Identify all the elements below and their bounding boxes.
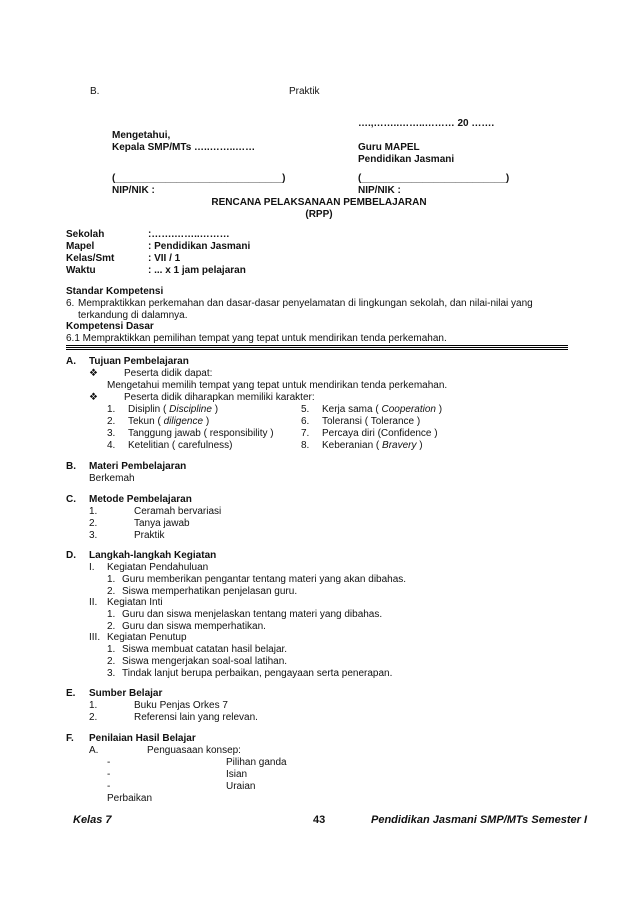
- step-item: Siswa memperhatikan penjelasan guru.: [122, 586, 298, 597]
- mengetahui-label: Mengetahui,: [112, 130, 171, 141]
- info-label-mapel: Mapel: [66, 241, 95, 252]
- signature-blank-left: (______________________________): [112, 173, 286, 184]
- step-num: 1.: [107, 644, 116, 655]
- section-d-letter: D.: [66, 550, 76, 561]
- roman-num: II.: [89, 597, 98, 608]
- char-item: Kerja sama ( Cooperation ): [322, 404, 443, 415]
- standar-line-2: terkandung di dalamnya.: [78, 310, 188, 321]
- a-goal: Mengetahui memilih tempat yang tepat untuk mendirikan tenda perkemahan.: [107, 380, 448, 391]
- info-label-waktu: Waktu: [66, 265, 96, 276]
- roman-num: I.: [89, 562, 95, 573]
- section-c-title: Metode Pembelajaran: [89, 494, 192, 505]
- section-e-letter: E.: [66, 688, 76, 699]
- nip-left: NIP/NIK :: [112, 185, 155, 196]
- page-number: 43: [313, 814, 326, 826]
- standar-line-1: Mempraktikkan perkemahan dan dasar-dasar penyelamatan di lingkungan sekolah, dan nilai-nilai yang: [78, 298, 533, 309]
- info-label-kelas: Kelas/Smt: [66, 253, 115, 264]
- praktik-label: Praktik: [289, 86, 320, 97]
- diamond-bullet-icon: ❖: [89, 368, 98, 379]
- kd-heading: Kompetensi Dasar: [66, 321, 154, 332]
- assessment-item: Isian: [226, 769, 248, 780]
- kegiatan-title: Kegiatan Penutup: [107, 632, 187, 643]
- section-divider: [66, 347, 568, 350]
- char-num: 7.: [301, 428, 310, 439]
- section-a-letter: A.: [66, 356, 76, 367]
- step-item: Guru dan siswa menjelaskan tentang materi yang dibahas.: [122, 609, 383, 620]
- roman-num: III.: [89, 632, 101, 643]
- step-num: 1.: [107, 574, 116, 585]
- kd-underline: [66, 345, 568, 346]
- source-item: Buku Penjas Orkes 7: [134, 700, 228, 711]
- diamond-bullet-icon: ❖: [89, 392, 98, 403]
- nip-right: NIP/NIK :: [358, 185, 401, 196]
- kegiatan-title: Kegiatan Pendahuluan: [107, 562, 209, 573]
- step-num: 2.: [107, 656, 116, 667]
- step-item: Guru dan siswa memperhatikan.: [122, 621, 266, 632]
- step-item: Siswa mengerjakan soal-soal latihan.: [122, 656, 288, 667]
- pendidikan-label: Pendidikan Jasmani: [358, 154, 455, 165]
- char-item: Toleransi ( Tolerance ): [322, 416, 421, 427]
- char-item: Keberanian ( Bravery ): [322, 440, 423, 451]
- char-num: 3.: [107, 428, 116, 439]
- kepala-label: Kepala SMP/MTs …..……..……: [112, 142, 256, 153]
- section-c-letter: C.: [66, 494, 76, 505]
- source-num: 1.: [89, 700, 98, 711]
- char-item: Percaya diri (Confidence ): [322, 428, 438, 439]
- char-num: 4.: [107, 440, 116, 451]
- char-item: Tanggung jawab ( responsibility ): [128, 428, 274, 439]
- assessment-dash: -: [107, 769, 111, 780]
- char-item: Tekun ( diligence ): [128, 416, 210, 427]
- section-f-title: Penilaian Hasil Belajar: [89, 733, 196, 744]
- section-b-text: Berkemah: [89, 473, 135, 484]
- section-f-letter: F.: [66, 733, 74, 744]
- step-item: Tindak lanjut berupa perbaikan, pengayaan serta penerapan.: [122, 668, 393, 679]
- method-num: 1.: [89, 506, 98, 517]
- info-value-waktu: : ... x 1 jam pelajaran: [148, 265, 246, 276]
- char-num: 2.: [107, 416, 116, 427]
- kegiatan-title: Kegiatan Inti: [107, 597, 163, 608]
- char-item: Ketelitian ( carefulness): [128, 440, 233, 451]
- char-num: 6.: [301, 416, 310, 427]
- info-value-mapel: : Pendidikan Jasmani: [148, 241, 251, 252]
- assessment-item: Pilihan ganda: [226, 757, 287, 768]
- step-num: 2.: [107, 621, 116, 632]
- method-item: Praktik: [134, 530, 165, 541]
- standar-heading: Standar Kompetensi: [66, 286, 164, 297]
- perbaikan-text: Perbaikan: [107, 793, 153, 804]
- char-num: 8.: [301, 440, 310, 451]
- source-item: Referensi lain yang relevan.: [134, 712, 258, 723]
- guru-label: Guru MAPEL: [358, 142, 420, 153]
- footer-class: Kelas 7: [73, 814, 112, 826]
- method-num: 2.: [89, 518, 98, 529]
- method-num: 3.: [89, 530, 98, 541]
- info-value-kelas: : VII / 1: [148, 253, 181, 264]
- assessment-dash: -: [107, 757, 111, 768]
- f-sub-title: Penguasaan konsep:: [147, 745, 241, 756]
- section-b-letter: B.: [90, 86, 100, 97]
- step-item: Siswa membuat catatan hasil belajar.: [122, 644, 288, 655]
- f-sub-letter: A.: [89, 745, 99, 756]
- footer-subject: Pendidikan Jasmani SMP/MTs Semester I: [371, 814, 588, 826]
- method-item: Ceramah bervariasi: [134, 506, 222, 517]
- step-item: Guru memberikan pengantar tentang materi yang akan dibahas.: [122, 574, 407, 585]
- method-item: Tanya jawab: [134, 518, 190, 529]
- char-num: 5.: [301, 404, 310, 415]
- section-a-title: Tujuan Pembelajaran: [89, 356, 189, 367]
- document-title: RENCANA PELAKSANAAN PEMBELAJARAN: [211, 197, 427, 208]
- step-num: 1.: [107, 609, 116, 620]
- info-value-sekolah: :…….……..………: [148, 229, 230, 240]
- char-num: 1.: [107, 404, 116, 415]
- date-line: ….,……..……..……… 20 …….: [358, 118, 495, 129]
- step-num: 3.: [107, 668, 116, 679]
- standar-number: 6.: [66, 298, 75, 309]
- a-bullet-2: Peserta didik diharapkan memiliki karakter:: [124, 392, 315, 403]
- assessment-item: Uraian: [226, 781, 256, 792]
- document-subtitle: (RPP): [305, 209, 333, 220]
- section-b-title: Materi Pembelajaran: [89, 461, 187, 472]
- section-e-title: Sumber Belajar: [89, 688, 163, 699]
- source-num: 2.: [89, 712, 98, 723]
- assessment-dash: -: [107, 781, 111, 792]
- section-b2-letter: B.: [66, 461, 76, 472]
- char-item: Disiplin ( Discipline ): [128, 404, 219, 415]
- section-d-title: Langkah-langkah Kegiatan: [89, 550, 217, 561]
- a-bullet-1: Peserta didik dapat:: [124, 368, 213, 379]
- step-num: 2.: [107, 586, 116, 597]
- info-label-sekolah: Sekolah: [66, 229, 105, 240]
- kd-text: 6.1 Mempraktikkan pemilihan tempat yang tepat untuk mendirikan tenda perkemahan.: [66, 333, 447, 344]
- signature-blank-right: (__________________________): [358, 173, 510, 184]
